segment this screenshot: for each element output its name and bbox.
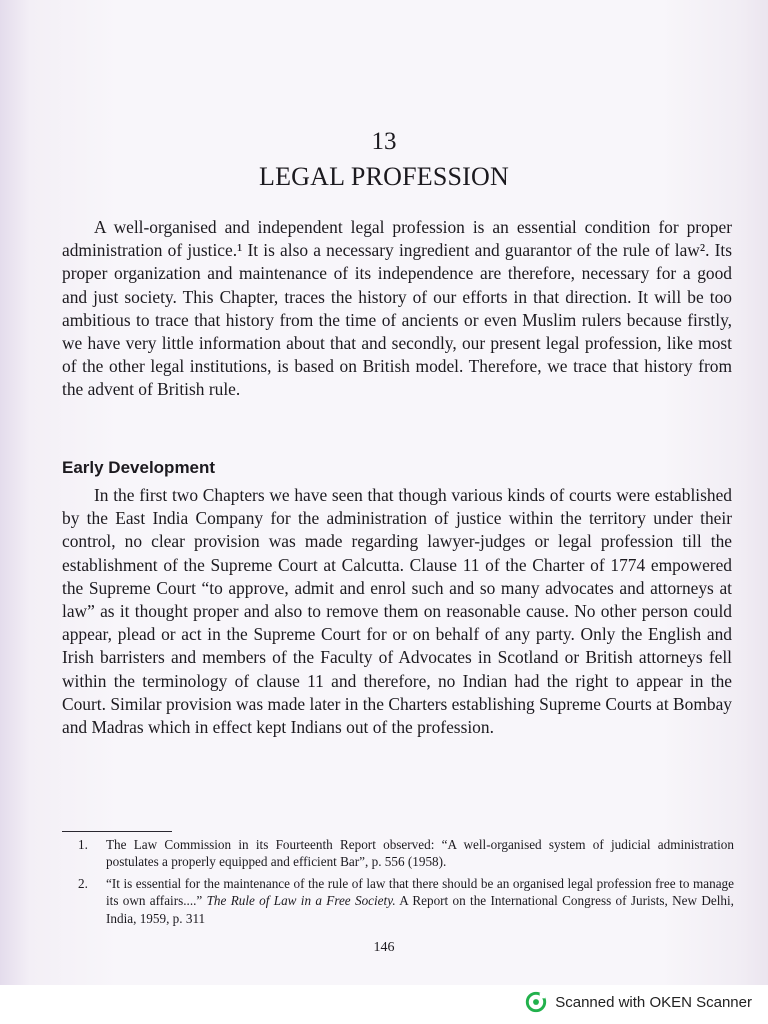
footnote-1: [78, 836, 734, 871]
chapter-number: 13: [371, 128, 397, 155]
footnote-divider: [62, 831, 172, 832]
paragraph-intro: A well-organised and independent legal profession is an essential condition for proper administration of justice.¹ It is also a necessary ingredient and guarantor of the rule of law². Its proper organization and maintenance of its independence are therefore, necessary for a good and just society. This Chapter, traces the history of our efforts in that direction. It will be too ambitious to trace that history from the time of ancients or even Muslim rulers because firstly, we have very little information about that and secondly, our present legal profession, like most of the other legal institutions, is based on British model. Therefore, we trace that history from the advent of British rule.: [62, 217, 732, 400]
footnote-text: “It is essential for the maintenance of the rule of law that there should be an organised legal profession free to manage its own affairs....”: [106, 875, 734, 909]
section-heading: Early Development: [62, 458, 216, 477]
paragraph-early-development: In the first two Chapters we have seen that though various kinds of courts were established by the East India Company for the administration of justice within the territory under their control, no clear provision was made regarding lawyer-judges or legal profession till the establishment of the Supreme Court at Calcutta. Clause 11 of the Charter of 1774 empowered the Supreme Court “to approve, admit and enrol such and so many advocates and attorneys at law” as it thought proper and also to remove them on reasonable cause. No other person could appear, plead or act in the Supreme Court for or on behalf of any party. Only the English and Irish barristers and members of the Faculty of Advocates in Scotland or British attorneys fell within the terminology of clause 11 and therefore, no Indian had the right to appear in the Court. Similar provision was made later in the Charters establishing Supreme Courts at Bombay and Madras which in effect kept Indians out of the profession.: [62, 485, 732, 738]
footnote-number: 1.: [78, 837, 88, 852]
oken-scanner-icon: [525, 991, 547, 1013]
chapter-title: LEGAL PROFESSION: [259, 162, 509, 191]
footnote-2: [78, 875, 734, 927]
page-number: 146: [373, 940, 395, 955]
scanner-watermark: [525, 988, 752, 1016]
footnotes: [78, 836, 734, 931]
footnote-text: The Law Commission in its Fourteenth Report observed: “A well-organised system of judicial administration postulates a properly equipped and efficient Bar”, p. 556 (1958).: [106, 837, 734, 870]
scanner-label: Scanned with OKEN Scanner: [555, 993, 752, 1011]
footnote-number: 2.: [78, 875, 88, 891]
footnote-text-tail: A Report on the International Congress of Jurists, New Delhi, India, 1959, p. 311: [106, 893, 734, 926]
footnote-citation-title: The Rule of Law in a Free Society.: [206, 893, 396, 909]
